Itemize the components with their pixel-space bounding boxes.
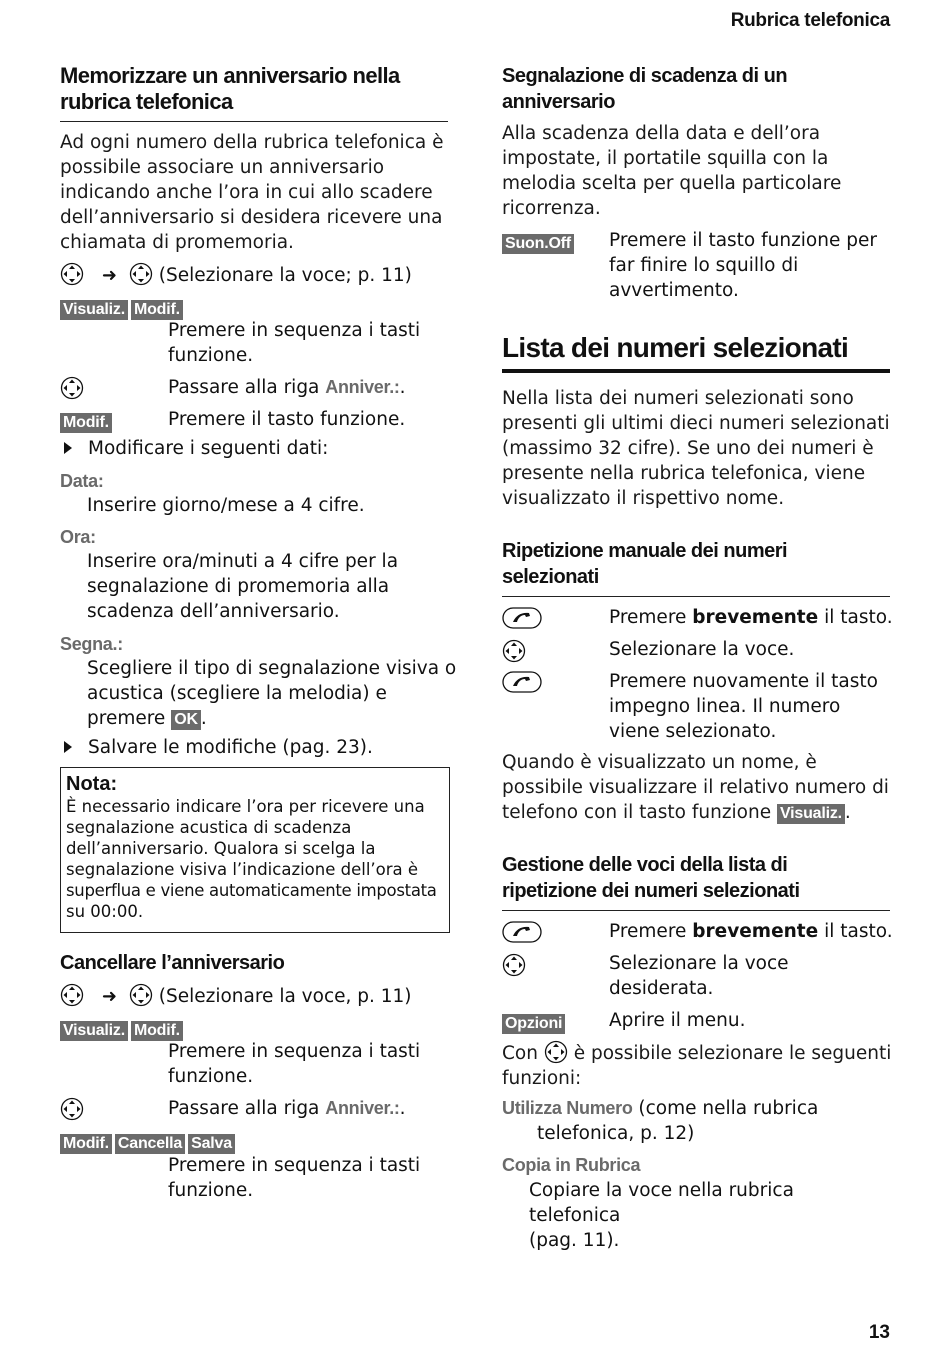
title-line: Gestione delle voci della lista di — [502, 854, 788, 876]
step-open-menu: Aprire il menu. — [609, 1010, 746, 1031]
softkey-suon-off[interactable]: Suon.Off — [502, 234, 574, 254]
nav-key-row — [502, 639, 526, 665]
bullet-icon — [64, 442, 72, 454]
text-part: . — [399, 1098, 406, 1119]
step-press-again — [609, 669, 878, 744]
text-part: . — [399, 377, 406, 398]
text-line: (massimo 32 cifre). Se uno dei numeri è — [502, 438, 874, 459]
chapter-intro — [502, 386, 890, 511]
text-part: premere — [87, 708, 172, 729]
softkey-suon-row — [502, 230, 577, 255]
text-line: segnalazione acustica di scadenza — [66, 818, 352, 837]
text-line: impostate, il portatile squilla con la — [502, 148, 829, 169]
talk-key-icon — [502, 607, 542, 629]
step-select-entry-2 — [60, 983, 412, 1009]
text-line: Premere in sequenza i tasti — [168, 320, 421, 341]
text-part: il tasto. — [818, 607, 893, 628]
nav-key-icon — [60, 262, 84, 286]
step-press-briefly — [609, 605, 893, 630]
step-goto-line-2 — [60, 1097, 84, 1123]
talk-key-row-3 — [502, 921, 542, 946]
text-line: Premere in sequenza i tasti — [168, 1041, 421, 1062]
note-title: Nota: — [66, 773, 118, 795]
text-line: Ad ogni numero della rubrica telefonica è — [60, 132, 444, 153]
softkey-salva[interactable]: Salva — [188, 1134, 235, 1154]
text-line: possibile associare un anniversario — [60, 157, 385, 178]
step-goto-line-text — [168, 375, 406, 400]
title-line: anniversario — [502, 91, 615, 113]
section-title-expiry — [502, 63, 787, 115]
nav-key-icon — [129, 983, 153, 1007]
text-line: acustica (scegliere la melodia) e — [87, 683, 387, 704]
text-line: superflua e viene automaticamente impostata — [66, 881, 437, 900]
softkey-ok[interactable]: OK — [171, 710, 201, 730]
section-title-manual-redial — [502, 538, 787, 590]
text-line: viene selezionato. — [609, 721, 777, 742]
softkey-cancella[interactable]: Cancella — [115, 1134, 185, 1154]
text-line: chiamata di promemoria. — [60, 232, 294, 253]
softkeys-visualiz-modif-2 — [60, 1017, 186, 1042]
field-text-segna — [87, 656, 456, 731]
expiry-paragraph — [502, 121, 841, 221]
text-part: è possibile selezionare le seguenti — [567, 1043, 892, 1064]
text-line: presente nella rubrica telefonica, viene — [502, 463, 866, 484]
title-line: selezionati — [502, 566, 599, 588]
text-line: Inserire ora/minuti a 4 cifre per la — [87, 551, 399, 572]
arrow-right-icon: ➜ — [101, 986, 117, 1007]
softkey-modif[interactable]: Modif. — [131, 1021, 183, 1041]
step-select-entry — [60, 262, 412, 288]
note-text — [66, 796, 444, 922]
step-press-briefly-2 — [609, 919, 893, 944]
text-line: Copiare la voce nella rubrica telefonica — [529, 1180, 794, 1226]
field-text-ora — [87, 549, 398, 624]
text-line: dell’anniversario si desidera ricevere una — [60, 207, 443, 228]
talk-key-row-2 — [502, 671, 542, 696]
step-select-entry-r: Selezionare la voce. — [609, 639, 795, 660]
step-press-keys-2 — [168, 1039, 420, 1089]
running-header: Rubrica telefonica — [730, 10, 890, 31]
text-line: Premere il tasto funzione per — [609, 230, 877, 251]
text-part: telefono con il tasto funzione — [502, 802, 777, 823]
step-goto-line — [60, 376, 84, 402]
text-part: brevemente — [692, 921, 819, 942]
softkey-opzioni-row — [502, 1010, 568, 1035]
step-text: (Selezionare la voce, p. 11) — [158, 986, 412, 1007]
step-text: (Selezionare la voce; p. 11) — [158, 265, 412, 286]
talk-key-icon — [502, 921, 542, 943]
text-line: presenti gli ultimi dieci numeri selezionati — [502, 413, 890, 434]
arrow-right-icon: ➜ — [101, 265, 117, 286]
nav-key-icon — [502, 953, 526, 977]
text-part: Con — [502, 1043, 544, 1064]
title-line: ripetizione dei numeri selezionati — [502, 880, 800, 902]
title-line: Memorizzare un anniversario nella — [60, 63, 400, 88]
nav-key-icon — [60, 983, 84, 1007]
nav-key-icon — [60, 1097, 84, 1121]
section-title-memorize — [60, 63, 400, 115]
field-text-data: Inserire giorno/mese a 4 cifre. — [87, 495, 365, 516]
text-line — [87, 706, 456, 731]
text-line: Scegliere il tipo di segnalazione visiva o — [87, 658, 457, 679]
bullet-save — [64, 735, 373, 760]
field-label-data: Data: — [60, 471, 104, 491]
talk-key-icon — [502, 671, 542, 693]
nav-key-icon — [544, 1040, 568, 1064]
text-line: desiderata. — [609, 978, 714, 999]
text-line: Premere nuovamente il tasto — [609, 671, 878, 692]
section-rule — [502, 910, 890, 911]
page-number: 13 — [868, 1322, 890, 1343]
menu-term-anniver: Anniver.: — [325, 1098, 400, 1118]
text-line: Selezionare la voce — [609, 953, 789, 974]
text-line: ricorrenza. — [502, 198, 601, 219]
title-line: rubrica telefonica — [60, 89, 233, 114]
menu-term-copy: Copia in Rubrica — [502, 1155, 641, 1175]
field-label-segna: Segna.: — [60, 634, 123, 654]
text-part: Premere — [609, 921, 693, 942]
text-line: Nella lista dei numeri selezionati sono — [502, 388, 854, 409]
text-part: Modificare i seguenti dati: — [88, 438, 329, 459]
chapter-title: Lista dei numeri selezionati — [502, 332, 849, 363]
text-line: Quando è visualizzato un nome, è — [502, 752, 817, 773]
softkeys-visualiz-modif — [60, 296, 186, 321]
text-line: funzione. — [168, 1066, 254, 1087]
text-line: avvertimento. — [609, 280, 739, 301]
text-line — [502, 1040, 891, 1066]
option-use-number — [502, 1096, 818, 1121]
text-part: Premere — [609, 607, 693, 628]
text-line — [502, 800, 889, 825]
text-line: visualizzato il rispettivo nome. — [502, 488, 785, 509]
text-line: Premere in sequenza i tasti — [168, 1155, 421, 1176]
text-part: . — [200, 708, 207, 729]
bullet-modify — [64, 436, 328, 461]
text-part: (come nella rubrica — [632, 1098, 819, 1119]
softkey-visualiz[interactable]: Visualiz. — [60, 300, 128, 320]
text-part: Passare alla riga — [168, 1098, 326, 1119]
menu-term-use-number: Utilizza Numero — [502, 1098, 633, 1118]
text-part: il tasto. — [818, 921, 893, 942]
softkey-modif-row — [60, 409, 115, 434]
text-line: funzioni: — [502, 1068, 582, 1089]
option-copy-text — [529, 1178, 890, 1253]
step-suon-text — [609, 228, 877, 303]
text-part: Passare alla riga — [168, 377, 326, 398]
nav-key-icon — [129, 262, 153, 286]
section-title-manage-entries — [502, 852, 800, 904]
step-press-keys-3 — [168, 1153, 420, 1203]
text-part: brevemente — [692, 607, 819, 628]
nav-key-icon — [60, 376, 84, 400]
title-line: Segnalazione di scadenza di un — [502, 65, 788, 87]
section-rule — [502, 596, 890, 597]
softkey-modif[interactable]: Modif. — [131, 300, 183, 320]
text-line: melodia scelta per quella particolare — [502, 173, 842, 194]
note-box — [60, 767, 450, 933]
nav-key-row-2 — [502, 953, 526, 979]
text-line: su 00:00. — [66, 902, 144, 921]
text-line: (pag. 11). — [529, 1230, 620, 1251]
softkey-visualiz[interactable]: Visualiz. — [777, 804, 845, 824]
section-title-delete: Cancellare l’anniversario — [60, 952, 285, 974]
intro-paragraph — [60, 130, 443, 255]
text-line: segnalazione di promemoria alla — [87, 576, 390, 597]
nav-key-icon — [502, 639, 526, 663]
step-press-modif: Premere il tasto funzione. — [168, 409, 406, 430]
bullet-icon — [64, 741, 72, 753]
softkey-modif[interactable]: Modif. — [60, 1134, 112, 1154]
field-label-ora: Ora: — [60, 527, 96, 547]
text-line: dell’anniversario. Qualora si scelga la — [66, 839, 376, 858]
text-line: indicando anche l’ora in cui allo scadere — [60, 182, 433, 203]
step-select-desired — [609, 951, 789, 1001]
menu-term-anniver: Anniver.: — [325, 377, 400, 397]
option-use-number-cont: telefonica, p. 12) — [537, 1123, 695, 1144]
text-line: funzione. — [168, 345, 254, 366]
title-line: Ripetizione manuale dei numeri — [502, 540, 788, 562]
text-line: Alla scadenza della data e dell’ora — [502, 123, 821, 144]
softkey-visualiz[interactable]: Visualiz. — [60, 1021, 128, 1041]
talk-key-row — [502, 607, 542, 632]
step-press-keys — [168, 318, 420, 368]
text-line: impegno linea. Il numero — [609, 696, 841, 717]
functions-intro — [502, 1040, 891, 1091]
text-line: scadenza dell’anniversario. — [87, 601, 340, 622]
softkey-opzioni[interactable]: Opzioni — [502, 1014, 565, 1034]
softkey-modif[interactable]: Modif. — [60, 413, 112, 433]
text-line: segnalazione visiva l’indicazione dell’ora è — [66, 860, 419, 879]
step-goto-line-text-2 — [168, 1096, 406, 1121]
visualiz-paragraph — [502, 750, 889, 825]
text-line: funzione. — [168, 1180, 254, 1201]
text-line: far finire lo squillo di — [609, 255, 799, 276]
text-line: È necessario indicare l’ora per ricevere una — [66, 797, 425, 816]
chapter-rule — [502, 369, 890, 373]
text-part: Salvare le modifiche (pag. 23). — [88, 737, 373, 758]
softkeys-modif-cancella-salva — [60, 1130, 238, 1155]
section-rule — [60, 121, 448, 122]
text-line: possibile visualizzare il relativo numero di — [502, 777, 889, 798]
text-part: . — [844, 802, 851, 823]
